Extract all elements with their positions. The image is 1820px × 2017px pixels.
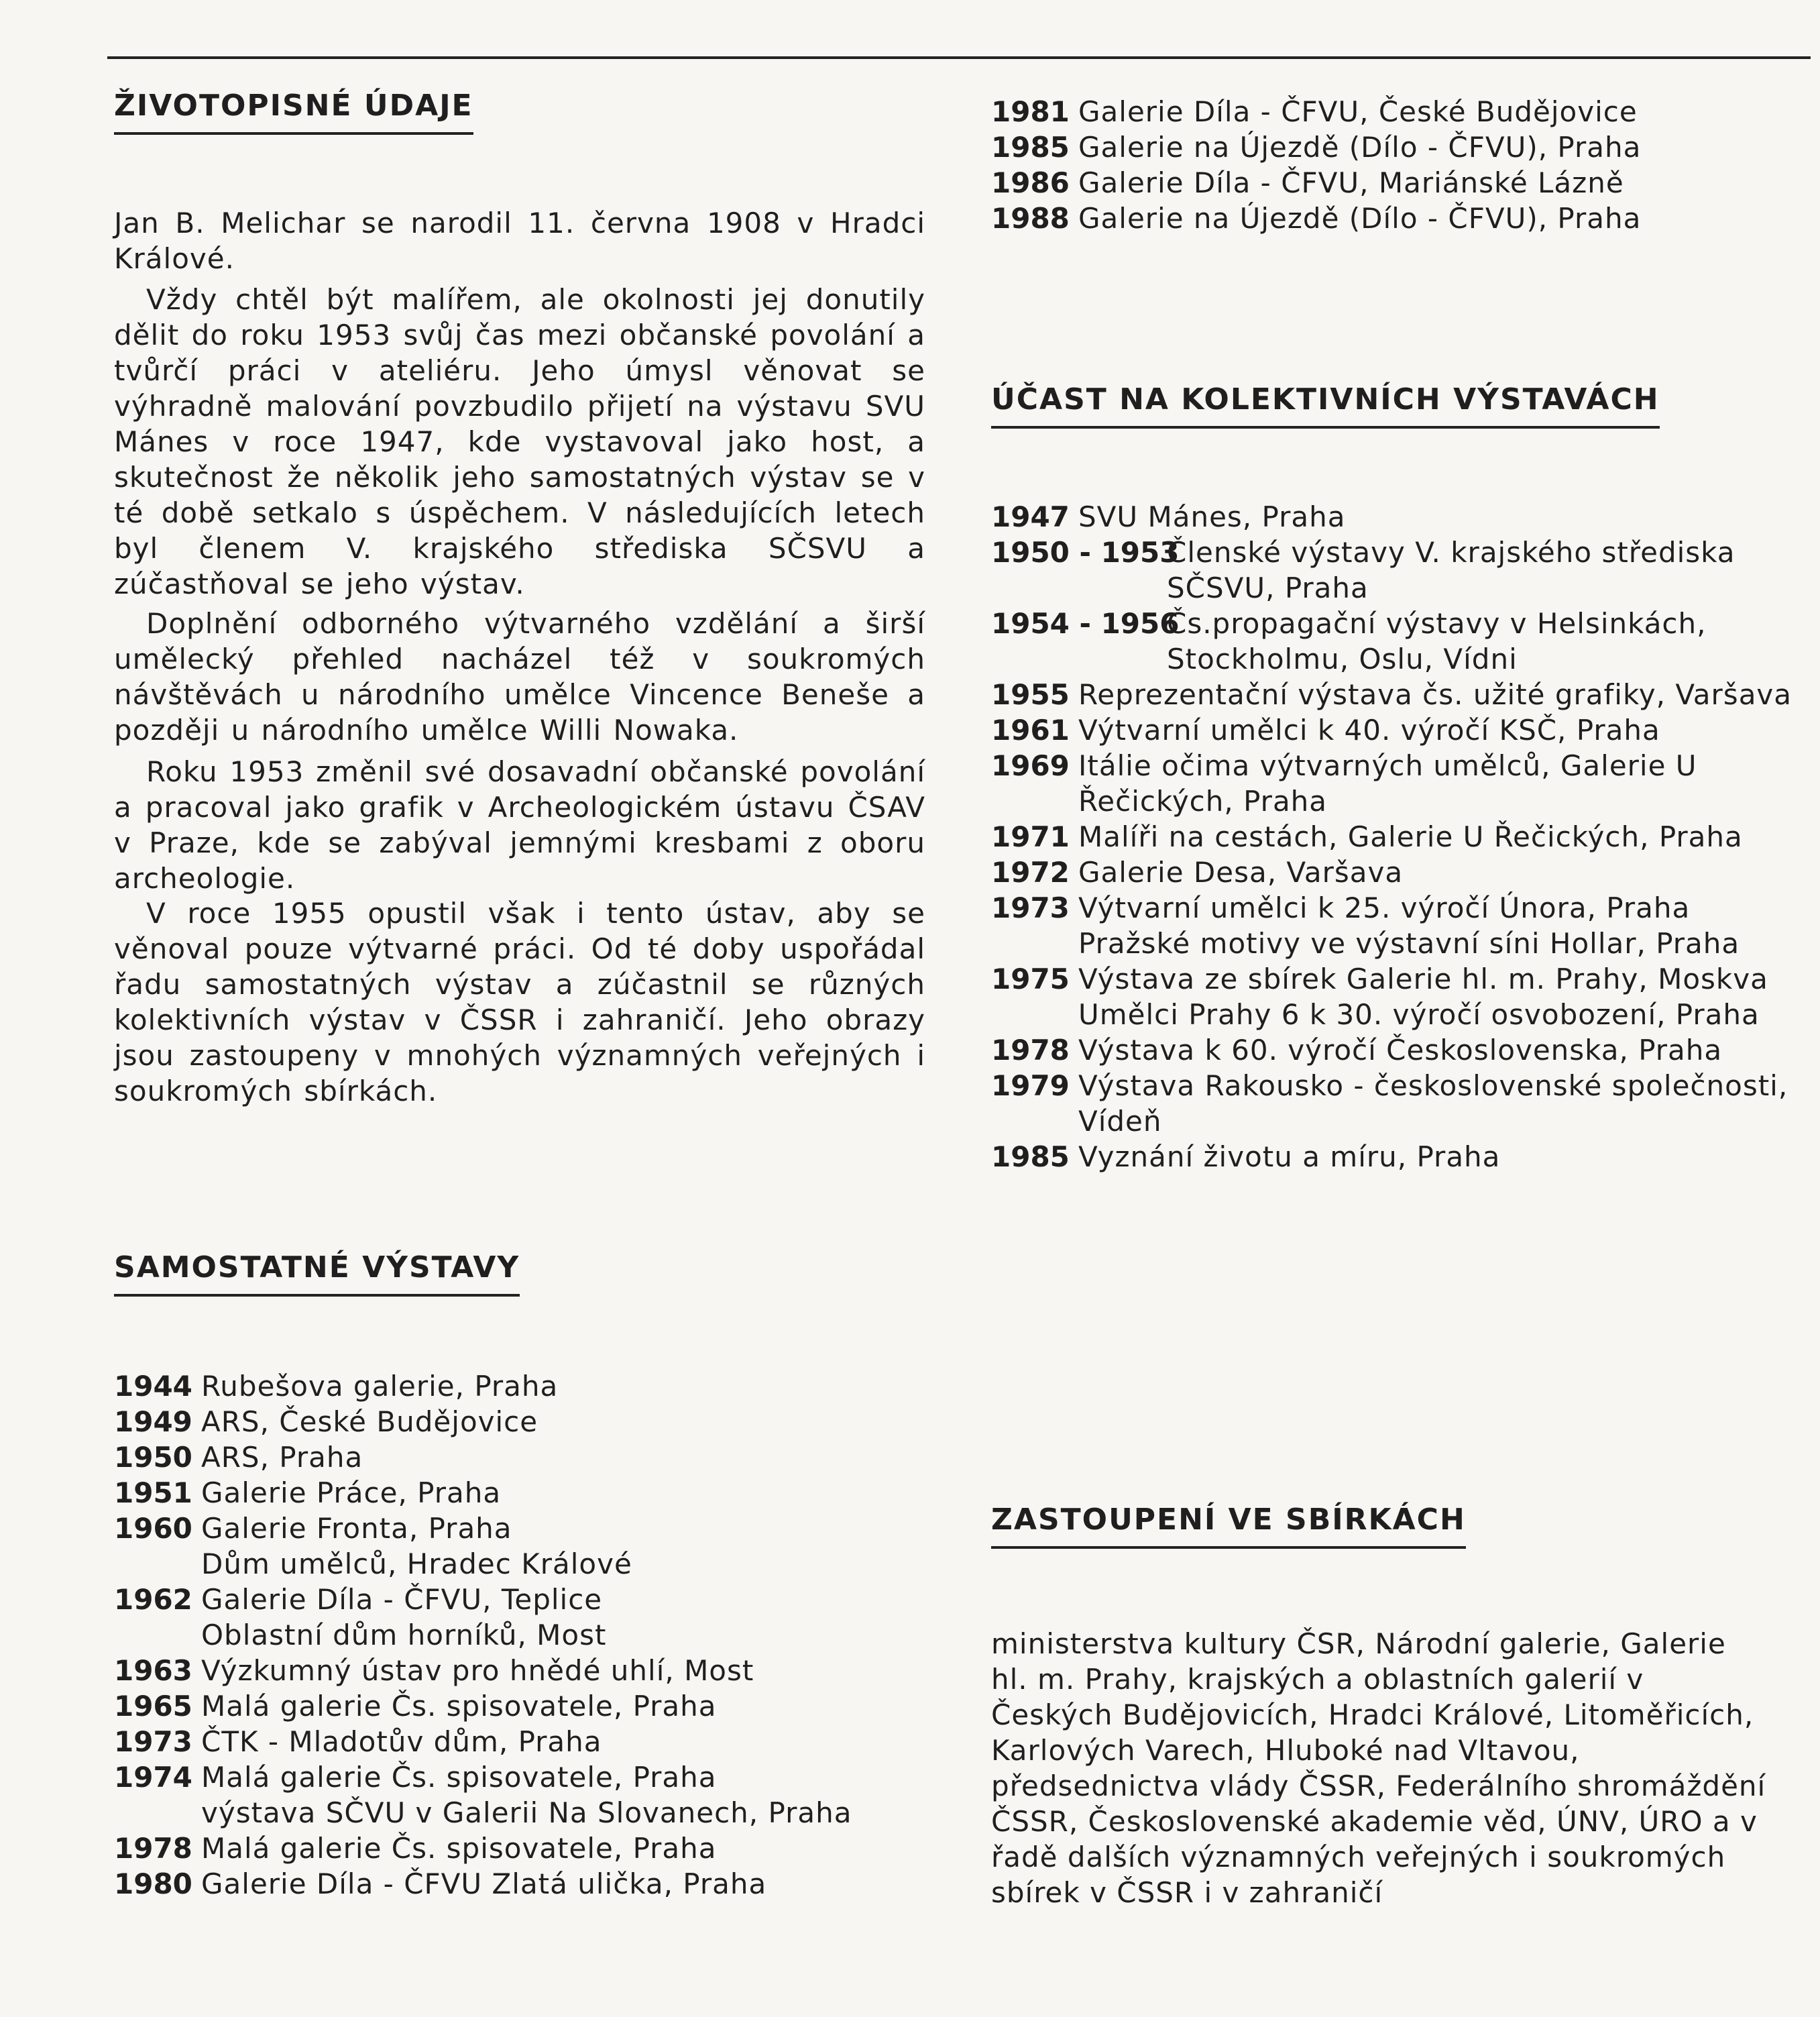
exhibition-year: 1985 (991, 131, 1070, 164)
exhibition-text: Galerie Práce, Praha (201, 1476, 502, 1509)
biography-heading: ŽIVOTOPISNÉ ÚDAJE (114, 89, 473, 135)
solo-exhibitions-list (114, 1368, 939, 1902)
exhibition-year: 1973 (991, 891, 1070, 924)
exhibition-text: Galerie Díla - ČFVU, Teplice (201, 1583, 603, 1616)
exhibition-entry (991, 94, 1816, 129)
exhibition-year (991, 997, 1078, 1032)
exhibition-text: Umělci Prahy 6 k 30. výročí osvobození, Praha (1078, 998, 1760, 1031)
exhibition-year: 1985 (991, 1140, 1070, 1173)
exhibition-text: Výzkumný ústav pro hnědé uhlí, Most (201, 1654, 754, 1687)
exhibition-year: 1978 (991, 1034, 1070, 1067)
group-exhibitions-list (991, 499, 1820, 1175)
exhibition-year: 1949 (114, 1405, 192, 1438)
exhibition-entry (991, 606, 1820, 677)
exhibition-entry (114, 1866, 939, 1902)
exhibition-entry (991, 1032, 1820, 1068)
exhibition-year: 1954 - 1956 (991, 607, 1180, 640)
exhibition-year (114, 1617, 201, 1653)
exhibition-text: Malá galerie Čs. spisovatele, Praha (201, 1832, 717, 1865)
exhibition-text: Itálie očima výtvarných umělců, Galerie U Řečických, Praha (1078, 749, 1697, 818)
collections-text: ministerstva kultury ČSR, Národní galerie, Galerie hl. m. Prahy, krajských a oblastních galerií v Českých Budějovicích, Hradci Králové, Litoměřicích, Karlových Varech, Hluboké nad Vltavou, předsednictva vlády ČSSR, Federálního shromáždění ČSSR, Československé akademie věd, ÚNV, ÚRO a v řadě dalších významných veřejných i soukromých sbírek v ČSSR i v zahraničí (991, 1627, 1766, 1909)
exhibition-entry (114, 1831, 939, 1866)
top-rule (107, 56, 1811, 59)
exhibition-entry (991, 201, 1816, 236)
exhibition-entry (991, 855, 1820, 890)
exhibition-entry (114, 1439, 939, 1475)
exhibition-text: Galerie Fronta, Praha (201, 1512, 512, 1545)
exhibition-entry (114, 1688, 939, 1724)
exhibition-entry (991, 1068, 1820, 1139)
exhibition-entry (991, 890, 1820, 926)
exhibition-entry (114, 1511, 939, 1546)
exhibition-year: 1960 (114, 1512, 192, 1545)
exhibition-entry (114, 1724, 939, 1759)
exhibition-entry (114, 1795, 939, 1831)
exhibition-year: 1950 - 1953 (991, 536, 1180, 569)
exhibition-year: 1969 (991, 749, 1070, 782)
biography-paragraph-4: Roku 1953 změnil své dosavadní občanské povolání a pracoval jako grafik v Archeologickém ústavu ČSAV v Praze, kde se zabýval jemnými kresbami z oboru archeologie. (114, 755, 925, 895)
exhibition-text: Výstava k 60. výročí Československa, Praha (1078, 1034, 1723, 1067)
exhibition-entry (991, 165, 1816, 201)
exhibition-year: 1971 (991, 820, 1070, 853)
exhibition-year: 1979 (991, 1069, 1070, 1102)
exhibition-year: 1962 (114, 1583, 192, 1616)
biography-paragraph-5: V roce 1955 opustil však i tento ústav, aby se věnoval pouze výtvarné práci. Od té doby uspořádal řadu samostatných výstav a zúčastnil se různých kolektivních výstav v ČSSR i zahraničí. Jeho obrazy jsou zastoupeny v mnohých významných veřejných i soukromých sbírkách. (114, 897, 925, 1107)
exhibition-year (114, 1795, 201, 1831)
exhibition-entry (991, 961, 1820, 997)
exhibition-year: 1951 (114, 1476, 192, 1509)
exhibition-text: Rubešova galerie, Praha (201, 1370, 559, 1403)
biography-paragraph-1: Jan B. Melichar se narodil 11. června 1908 v Hradci Králové. (114, 207, 925, 275)
exhibition-text: Vyznání životu a míru, Praha (1078, 1140, 1501, 1173)
exhibition-text: Malá galerie Čs. spisovatele, Praha (201, 1690, 717, 1723)
exhibition-text: ARS, České Budějovice (201, 1405, 538, 1438)
exhibition-entry (114, 1653, 939, 1688)
exhibition-entry (991, 535, 1820, 606)
exhibition-year: 1950 (114, 1441, 192, 1474)
exhibition-entry (991, 748, 1820, 819)
exhibition-text: Pražské motivy ve výstavní síni Hollar, Praha (1078, 927, 1740, 960)
exhibition-text: Malá galerie Čs. spisovatele, Praha (201, 1761, 717, 1794)
exhibition-entry (991, 677, 1820, 712)
exhibition-text: Výstava ze sbírek Galerie hl. m. Prahy, Moskva (1078, 963, 1768, 995)
exhibition-entry (114, 1617, 939, 1653)
exhibition-year: 1944 (114, 1370, 192, 1403)
exhibition-year: 1972 (991, 856, 1070, 889)
exhibition-year: 1973 (114, 1725, 192, 1758)
exhibition-year: 1978 (114, 1832, 192, 1865)
biography-paragraph-3: Doplnění odborného výtvarného vzdělání a širší umělecký přehled nacházel též v soukromých návštěvách u národního umělce Vincence Beneše a později u národního umělce Willi Nowaka. (114, 607, 925, 747)
exhibition-text: Galerie na Újezdě (Dílo - ČFVU), Praha (1078, 131, 1642, 164)
exhibition-text: Galerie Díla - ČFVU, Mariánské Lázně (1078, 166, 1624, 199)
exhibition-year: 1980 (114, 1867, 192, 1900)
exhibition-year: 1981 (991, 95, 1070, 128)
exhibition-text: ARS, Praha (201, 1441, 363, 1474)
exhibition-entry (991, 712, 1820, 748)
exhibition-text: výstava SČVU v Galerii Na Slovanech, Praha (201, 1796, 852, 1829)
exhibition-entry (991, 997, 1820, 1032)
solo-exhibitions-continued-list (991, 94, 1816, 236)
exhibition-entry (114, 1475, 939, 1511)
exhibition-text: Výtvarní umělci k 25. výročí Února, Praha (1078, 891, 1691, 924)
exhibition-year: 1965 (114, 1690, 192, 1723)
exhibition-year: 1975 (991, 963, 1070, 995)
exhibition-text: Galerie Díla - ČFVU, České Budějovice (1078, 95, 1638, 128)
exhibition-text: Galerie na Újezdě (Dílo - ČFVU), Praha (1078, 202, 1642, 235)
exhibition-text: Výtvarní umělci k 40. výročí KSČ, Praha (1078, 714, 1660, 747)
exhibition-year: 1955 (991, 678, 1070, 711)
exhibition-entry (991, 1139, 1820, 1175)
exhibition-text: Reprezentační výstava čs. užité grafiky, Varšava (1078, 678, 1793, 711)
exhibition-year (991, 926, 1078, 961)
exhibition-year (114, 1546, 201, 1582)
exhibition-year: 1963 (114, 1654, 192, 1687)
exhibition-text: Galerie Desa, Varšava (1078, 856, 1404, 889)
exhibition-text: Oblastní dům horníků, Most (201, 1619, 607, 1651)
exhibition-year: 1974 (114, 1761, 192, 1794)
exhibition-entry (114, 1404, 939, 1439)
exhibition-text: Čs.propagační výstavy v Helsinkách, Stockholmu, Oslu, Vídni (1167, 607, 1707, 675)
solo-exhibitions-heading: SAMOSTATNÉ VÝSTAVY (114, 1250, 520, 1297)
exhibition-year: 1961 (991, 714, 1070, 747)
exhibition-year: 1947 (991, 500, 1070, 533)
exhibition-entry (991, 819, 1820, 855)
exhibition-text: Galerie Díla - ČFVU Zlatá ulička, Praha (201, 1867, 767, 1900)
exhibition-text: Malíři na cestách, Galerie U Řečických, Praha (1078, 820, 1743, 853)
biography-paragraph-2: Vždy chtěl být malířem, ale okolnosti jej donutily dělit do roku 1953 svůj čas mezi občanské povolání a tvůrčí práci v ateliéru. Jeho úmysl věnovat se výhradně malování povzbudilo přijetí na výstavu SVU Mánes v roce 1947, kde vystavoval jako host, a skutečnost že několik jeho samostatných výstav se v té době setkalo s úspěchem. V následujících letech byl členem V. krajského střediska SČSVU a zúčastňoval se jeho výstav. (114, 283, 925, 600)
exhibition-entry (991, 129, 1816, 165)
exhibition-text: Dům umělců, Hradec Králové (201, 1547, 632, 1580)
exhibition-entry (114, 1759, 939, 1795)
group-exhibitions-heading: ÚČAST NA KOLEKTIVNÍCH VÝSTAVÁCH (991, 382, 1660, 429)
exhibition-entry (114, 1546, 939, 1582)
exhibition-text: Členské výstavy V. krajského střediska SČSVU, Praha (1167, 536, 1736, 604)
exhibition-entry (114, 1582, 939, 1617)
exhibition-text: SVU Mánes, Praha (1078, 500, 1346, 533)
exhibition-year: 1988 (991, 202, 1070, 235)
exhibition-entry (114, 1368, 939, 1404)
collections-heading: ZASTOUPENÍ VE SBÍRKÁCH (991, 1503, 1466, 1549)
exhibition-year: 1986 (991, 166, 1070, 199)
exhibition-entry (991, 926, 1820, 961)
exhibition-text: Výstava Rakousko - československé společnosti, Vídeň (1078, 1069, 1788, 1138)
exhibition-text: ČTK - Mladotův dům, Praha (201, 1725, 602, 1758)
exhibition-entry (991, 499, 1820, 535)
